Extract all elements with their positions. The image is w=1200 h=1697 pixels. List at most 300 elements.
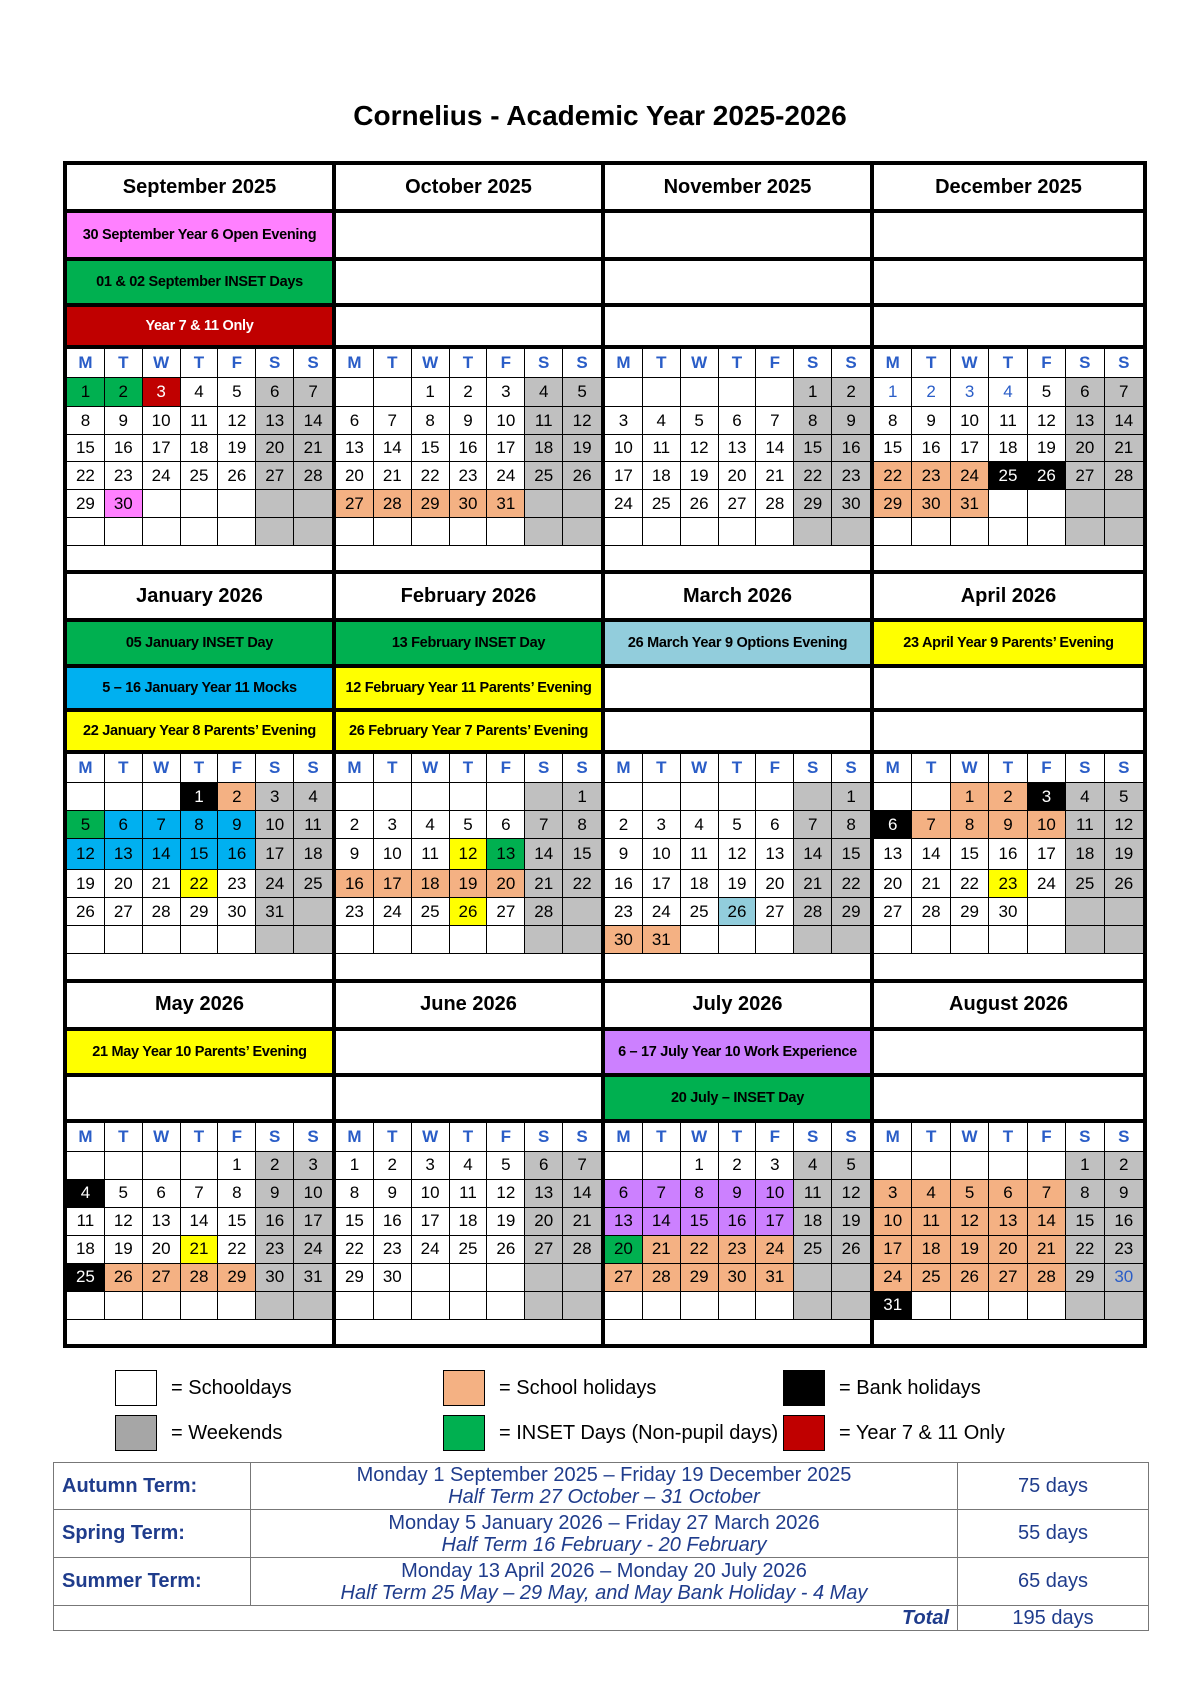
empty-day-cell: [525, 1264, 563, 1292]
day-cell: 15: [412, 435, 450, 462]
day-cell: 31: [874, 1292, 912, 1320]
day-cell: 16: [374, 1208, 412, 1236]
empty-day-cell: [67, 1152, 105, 1180]
day-cell: 25: [181, 462, 219, 490]
day-cell: 10: [412, 1180, 450, 1208]
term-half-term: Half Term 27 October – 31 October: [448, 1486, 760, 1508]
day-cell: 21: [1105, 435, 1143, 462]
empty-day-cell: [412, 783, 450, 811]
day-cell: 25: [412, 898, 450, 926]
day-cell: 16: [1105, 1208, 1143, 1236]
day-cell: 5: [563, 378, 601, 407]
day-cell: 1: [218, 1152, 256, 1180]
empty-day-cell: [643, 1152, 681, 1180]
calendar-grid: [63, 161, 1147, 1348]
day-cell: 23: [336, 898, 374, 926]
day-cell: 19: [487, 1208, 525, 1236]
empty-day-cell: [912, 518, 950, 546]
empty-day-cell: [719, 1292, 757, 1320]
day-cell: 7: [563, 1152, 601, 1180]
day-cell: 9: [832, 407, 870, 435]
day-cell: 16: [256, 1208, 294, 1236]
weekday-header: M: [336, 754, 374, 783]
empty-day-cell: [294, 490, 332, 518]
legend-label: = Bank holidays: [839, 1376, 981, 1399]
day-cell: 21: [181, 1236, 219, 1264]
event-banner-empty: [605, 213, 870, 261]
month-title: November 2025: [605, 165, 870, 213]
legend-swatch-bank-holidays: [783, 1370, 825, 1406]
empty-day-cell: [874, 518, 912, 546]
day-cell: 17: [951, 435, 989, 462]
day-cell: 17: [643, 870, 681, 898]
weekday-header: M: [874, 754, 912, 783]
event-banner-empty: [336, 213, 601, 261]
weekday-header: T: [105, 1123, 143, 1152]
weekday-header: S: [1105, 349, 1143, 378]
legend-item-weekends: [115, 1415, 282, 1451]
day-cell: 13: [525, 1180, 563, 1208]
weekday-header: T: [181, 754, 219, 783]
day-cell: 11: [912, 1208, 950, 1236]
day-cell: 23: [832, 462, 870, 490]
day-cell: 12: [719, 839, 757, 870]
day-cell: 27: [525, 1236, 563, 1264]
day-cell: 9: [989, 811, 1027, 839]
weekday-header: T: [643, 1123, 681, 1152]
day-cell: 20: [756, 870, 794, 898]
day-cell: 20: [105, 870, 143, 898]
empty-day-cell: [181, 490, 219, 518]
day-cell: 1: [1066, 1152, 1104, 1180]
day-cell: 15: [181, 839, 219, 870]
empty-day-cell: [951, 518, 989, 546]
empty-day-cell: [256, 926, 294, 954]
day-cell: 29: [218, 1264, 256, 1292]
empty-day-cell: [1066, 518, 1104, 546]
day-cell: 19: [681, 462, 719, 490]
day-cell: 7: [294, 378, 332, 407]
term-name: Spring Term:: [54, 1510, 251, 1558]
empty-day-cell: [681, 378, 719, 407]
day-cell: 27: [143, 1264, 181, 1292]
day-cell: 3: [256, 783, 294, 811]
weekday-header: S: [525, 754, 563, 783]
day-cell: 27: [336, 490, 374, 518]
day-cell: 2: [832, 378, 870, 407]
day-cell: 17: [874, 1236, 912, 1264]
day-cell: 26: [218, 462, 256, 490]
day-cell: 4: [525, 378, 563, 407]
day-cell: 21: [912, 870, 950, 898]
total-days: 195 days: [958, 1606, 1149, 1631]
empty-day-cell: [563, 518, 601, 546]
day-cell: 13: [336, 435, 374, 462]
event-banner-empty: [605, 712, 870, 754]
day-cell: 11: [643, 435, 681, 462]
days-grid: [605, 754, 870, 954]
day-cell: 22: [1066, 1236, 1104, 1264]
day-cell: 27: [605, 1264, 643, 1292]
empty-day-cell: [563, 1292, 601, 1320]
day-cell: 9: [336, 839, 374, 870]
day-cell: 19: [832, 1208, 870, 1236]
day-cell: 7: [143, 811, 181, 839]
month-april-2026: [874, 574, 1143, 982]
day-cell: 4: [794, 1152, 832, 1180]
weekday-header: S: [256, 754, 294, 783]
empty-day-cell: [794, 783, 832, 811]
term-row-summer: [54, 1558, 1149, 1606]
legend-item-school-holidays: [443, 1370, 656, 1406]
day-cell: 26: [832, 1236, 870, 1264]
day-cell: 28: [643, 1264, 681, 1292]
empty-day-cell: [832, 1292, 870, 1320]
day-cell: 9: [912, 407, 950, 435]
day-cell: 12: [105, 1208, 143, 1236]
empty-day-cell: [681, 518, 719, 546]
day-cell: 12: [218, 407, 256, 435]
empty-day-cell: [1105, 490, 1143, 518]
day-cell: 23: [1105, 1236, 1143, 1264]
empty-day-cell: [563, 490, 601, 518]
day-cell: 10: [256, 811, 294, 839]
weekday-header: W: [951, 1123, 989, 1152]
empty-day-cell: [525, 926, 563, 954]
empty-day-cell: [105, 926, 143, 954]
weekday-header: S: [294, 1123, 332, 1152]
legend: [0, 1364, 1200, 1464]
day-cell: 12: [832, 1180, 870, 1208]
day-cell: 20: [1066, 435, 1104, 462]
empty-day-cell: [719, 783, 757, 811]
page-title: Cornelius - Academic Year 2025-2026: [353, 100, 847, 131]
month-november-2025: [605, 165, 874, 574]
day-cell: 17: [756, 1208, 794, 1236]
weekday-header: T: [105, 349, 143, 378]
event-banner: 26 February Year 7 Parents’ Evening: [336, 712, 601, 754]
day-cell: 12: [487, 1180, 525, 1208]
day-cell: 20: [605, 1236, 643, 1264]
empty-day-cell: [218, 1292, 256, 1320]
day-cell: 4: [294, 783, 332, 811]
day-cell: 21: [525, 870, 563, 898]
day-cell: 8: [794, 407, 832, 435]
day-cell: 22: [412, 462, 450, 490]
day-cell: 29: [181, 898, 219, 926]
day-cell: 1: [412, 378, 450, 407]
day-cell: 14: [294, 407, 332, 435]
day-cell: 4: [643, 407, 681, 435]
empty-day-cell: [989, 490, 1027, 518]
weekday-header: T: [374, 1123, 412, 1152]
day-cell: 14: [563, 1180, 601, 1208]
weekday-header: S: [563, 1123, 601, 1152]
empty-day-cell: [218, 926, 256, 954]
day-cell: 7: [1028, 1180, 1066, 1208]
day-cell: 19: [719, 870, 757, 898]
days-grid: [605, 349, 870, 546]
day-cell: 3: [605, 407, 643, 435]
weekday-header: S: [794, 754, 832, 783]
month-june-2026: [336, 983, 605, 1344]
day-cell: 3: [374, 811, 412, 839]
weekday-header: T: [450, 754, 488, 783]
day-cell: 7: [794, 811, 832, 839]
day-cell: 6: [487, 811, 525, 839]
day-cell: 27: [756, 898, 794, 926]
day-cell: 6: [874, 811, 912, 839]
day-cell: 10: [294, 1180, 332, 1208]
day-cell: 22: [874, 462, 912, 490]
day-cell: 5: [105, 1180, 143, 1208]
empty-day-cell: [605, 1152, 643, 1180]
day-cell: 1: [181, 783, 219, 811]
day-cell: 11: [181, 407, 219, 435]
month-title: January 2026: [67, 574, 332, 622]
weekday-header: T: [912, 349, 950, 378]
day-cell: 18: [643, 462, 681, 490]
day-cell: 23: [605, 898, 643, 926]
day-cell: 31: [951, 490, 989, 518]
weekday-header: W: [681, 349, 719, 378]
day-cell: 5: [681, 407, 719, 435]
empty-day-cell: [1105, 518, 1143, 546]
legend-item-inset-days: [443, 1415, 778, 1451]
day-cell: 27: [989, 1264, 1027, 1292]
weekday-header: S: [794, 1123, 832, 1152]
day-cell: 30: [256, 1264, 294, 1292]
weekday-header: T: [450, 349, 488, 378]
term-half-term: Half Term 16 February - 20 February: [441, 1533, 767, 1556]
empty-day-cell: [832, 518, 870, 546]
weekday-header: T: [374, 754, 412, 783]
day-cell: 7: [643, 1180, 681, 1208]
empty-day-cell: [374, 518, 412, 546]
empty-day-cell: [1028, 518, 1066, 546]
event-banner-empty: [874, 213, 1143, 261]
legend-label: = School holidays: [499, 1376, 657, 1399]
day-cell: 4: [1066, 783, 1104, 811]
day-cell: 5: [1028, 378, 1066, 407]
empty-day-cell: [256, 490, 294, 518]
day-cell: 24: [874, 1264, 912, 1292]
day-cell: 10: [643, 839, 681, 870]
day-cell: 16: [989, 839, 1027, 870]
day-cell: 23: [989, 870, 1027, 898]
legend-item-year-7-11-only: [783, 1415, 1005, 1451]
weekday-header: M: [336, 349, 374, 378]
day-cell: 6: [719, 407, 757, 435]
day-cell: 2: [912, 378, 950, 407]
weekday-header: T: [719, 1123, 757, 1152]
legend-swatch-year-7-11-only: [783, 1415, 825, 1451]
empty-day-cell: [181, 1292, 219, 1320]
empty-day-cell: [989, 926, 1027, 954]
day-cell: 18: [525, 435, 563, 462]
weekday-header: T: [374, 349, 412, 378]
day-cell: 17: [143, 435, 181, 462]
month-title: July 2026: [605, 983, 870, 1031]
day-cell: 5: [951, 1180, 989, 1208]
day-cell: 27: [487, 898, 525, 926]
day-cell: 17: [412, 1208, 450, 1236]
month-july-2026: [605, 983, 874, 1344]
total-label: Total: [54, 1606, 958, 1631]
day-cell: 11: [1066, 811, 1104, 839]
day-cell: 1: [951, 783, 989, 811]
day-cell: 16: [912, 435, 950, 462]
day-cell: 26: [719, 898, 757, 926]
day-cell: 28: [1105, 462, 1143, 490]
day-cell: 7: [374, 407, 412, 435]
empty-day-cell: [874, 926, 912, 954]
empty-day-cell: [105, 1152, 143, 1180]
empty-day-cell: [218, 490, 256, 518]
weekday-header: M: [605, 754, 643, 783]
weekday-header: T: [912, 754, 950, 783]
day-cell: 11: [294, 811, 332, 839]
month-title: December 2025: [874, 165, 1143, 213]
day-cell: 28: [1028, 1264, 1066, 1292]
weekday-header: S: [832, 349, 870, 378]
weekday-header: M: [874, 1123, 912, 1152]
day-cell: 20: [256, 435, 294, 462]
weekday-header: F: [756, 1123, 794, 1152]
day-cell: 8: [181, 811, 219, 839]
day-cell: 4: [989, 378, 1027, 407]
empty-day-cell: [1105, 1292, 1143, 1320]
weekday-header: F: [1028, 349, 1066, 378]
day-cell: 2: [256, 1152, 294, 1180]
empty-day-cell: [412, 1264, 450, 1292]
day-cell: 28: [143, 898, 181, 926]
day-cell: 10: [874, 1208, 912, 1236]
empty-day-cell: [643, 783, 681, 811]
event-banner-empty: [605, 668, 870, 712]
term-row-autumn: [54, 1463, 1149, 1510]
weekday-header: S: [294, 349, 332, 378]
empty-day-cell: [643, 518, 681, 546]
day-cell: 26: [681, 490, 719, 518]
empty-day-cell: [336, 1292, 374, 1320]
empty-day-cell: [1028, 490, 1066, 518]
day-cell: 11: [450, 1180, 488, 1208]
empty-day-cell: [294, 518, 332, 546]
day-cell: 14: [643, 1208, 681, 1236]
day-cell: 3: [643, 811, 681, 839]
empty-day-cell: [756, 518, 794, 546]
legend-label: = Year 7 & 11 Only: [839, 1421, 1005, 1444]
day-cell: 9: [256, 1180, 294, 1208]
weekday-header: M: [874, 349, 912, 378]
empty-day-cell: [143, 518, 181, 546]
empty-day-cell: [681, 1292, 719, 1320]
month-may-2026: [67, 983, 336, 1344]
day-cell: 19: [1028, 435, 1066, 462]
weekday-header: M: [336, 1123, 374, 1152]
day-cell: 17: [605, 462, 643, 490]
day-cell: 29: [951, 898, 989, 926]
day-cell: 6: [1066, 378, 1104, 407]
event-banner: 5 – 16 January Year 11 Mocks: [67, 668, 332, 712]
empty-day-cell: [832, 1264, 870, 1292]
empty-day-cell: [181, 1152, 219, 1180]
day-cell: 20: [874, 870, 912, 898]
empty-day-cell: [756, 378, 794, 407]
day-cell: 27: [874, 898, 912, 926]
day-cell: 6: [105, 811, 143, 839]
empty-day-cell: [294, 926, 332, 954]
term-dates-cell: [251, 1463, 958, 1510]
event-banner-empty: [336, 1031, 601, 1077]
day-cell: 2: [989, 783, 1027, 811]
day-cell: 30: [605, 926, 643, 954]
term-days: 75 days: [958, 1463, 1149, 1510]
day-cell: 12: [1105, 811, 1143, 839]
day-cell: 24: [294, 1236, 332, 1264]
day-cell: 26: [563, 462, 601, 490]
day-cell: 10: [487, 407, 525, 435]
day-cell: 19: [450, 870, 488, 898]
day-cell: 7: [525, 811, 563, 839]
weekday-header: S: [832, 1123, 870, 1152]
day-cell: 10: [143, 407, 181, 435]
day-cell: 2: [218, 783, 256, 811]
empty-day-cell: [143, 926, 181, 954]
day-cell: 8: [832, 811, 870, 839]
day-cell: 24: [643, 898, 681, 926]
day-cell: 16: [218, 839, 256, 870]
empty-day-cell: [951, 1292, 989, 1320]
day-cell: 15: [1066, 1208, 1104, 1236]
empty-day-cell: [294, 1292, 332, 1320]
term-dates-cell: [251, 1558, 958, 1606]
day-cell: 27: [719, 490, 757, 518]
day-cell: 24: [1028, 870, 1066, 898]
event-banner: 01 & 02 September INSET Days: [67, 261, 332, 307]
month-march-2026: [605, 574, 874, 982]
day-cell: 25: [989, 462, 1027, 490]
empty-day-cell: [1066, 490, 1104, 518]
day-cell: 24: [143, 462, 181, 490]
day-cell: 22: [681, 1236, 719, 1264]
day-cell: 9: [105, 407, 143, 435]
day-cell: 13: [143, 1208, 181, 1236]
empty-day-cell: [756, 783, 794, 811]
day-cell: 26: [105, 1264, 143, 1292]
day-cell: 10: [374, 839, 412, 870]
event-banner: 30 September Year 6 Open Evening: [67, 213, 332, 261]
day-cell: 5: [67, 811, 105, 839]
day-cell: 1: [67, 378, 105, 407]
day-cell: 24: [256, 870, 294, 898]
weekday-header: S: [563, 349, 601, 378]
empty-day-cell: [874, 783, 912, 811]
empty-day-cell: [756, 926, 794, 954]
weekday-header: W: [412, 1123, 450, 1152]
legend-swatch-weekends: [115, 1415, 157, 1451]
day-cell: 8: [218, 1180, 256, 1208]
event-banner: 13 February INSET Day: [336, 622, 601, 668]
weekday-header: T: [105, 754, 143, 783]
weekday-header: S: [256, 349, 294, 378]
day-cell: 6: [336, 407, 374, 435]
legend-swatch-school-holidays: [443, 1370, 485, 1406]
weekday-header: T: [643, 349, 681, 378]
day-cell: 5: [450, 811, 488, 839]
day-cell: 17: [294, 1208, 332, 1236]
